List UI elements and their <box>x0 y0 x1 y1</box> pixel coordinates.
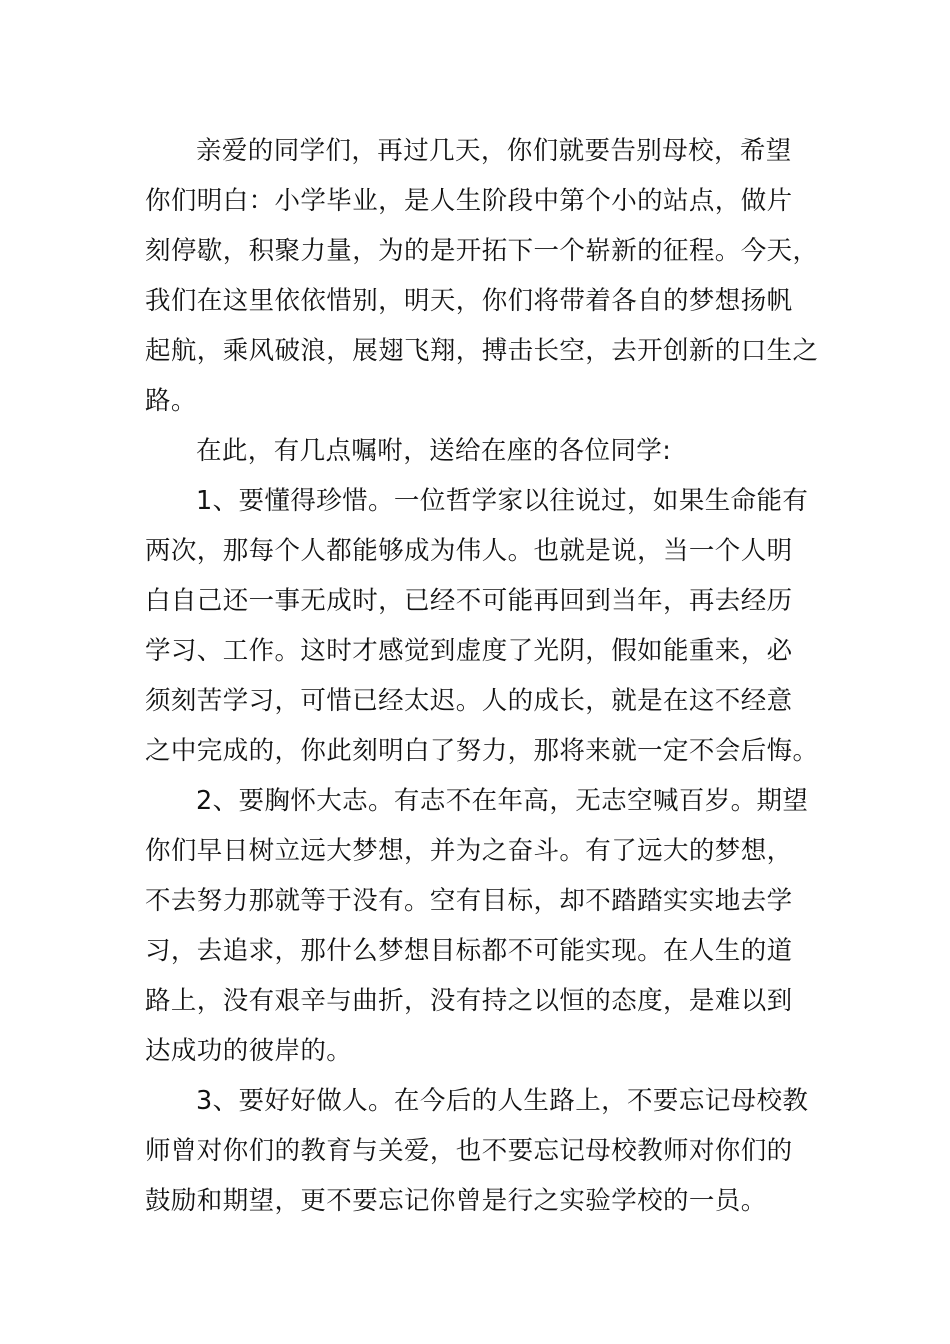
text-line: 两次，那每个人都能够成为伟人。也就是说，当一个人明 <box>145 536 793 566</box>
text-line: 达成功的彼岸的。 <box>145 1036 353 1066</box>
paragraph-advice-intro <box>145 426 807 476</box>
text-line: 路。 <box>145 386 197 416</box>
text-line: 我们在这里依依惜别，明天，你们将带着各自的梦想扬帆 <box>145 286 793 316</box>
text-line: 须刻苦学习，可惜已经太迟。人的成长，就是在这不经意 <box>145 686 793 716</box>
paragraph-point-2 <box>145 776 807 1076</box>
text-line: 3、要好好做人。在今后的人生路上，不要忘记母校教 <box>196 1086 809 1116</box>
text-line: 1、要懂得珍惜。一位哲学家以往说过，如果生命能有 <box>196 486 809 516</box>
text-line: 路上，没有艰辛与曲折，没有持之以恒的态度，是难以到 <box>145 986 793 1016</box>
text-line: 不去努力那就等于没有。空有目标，却不踏踏实实地去学 <box>145 886 793 916</box>
text-line: 鼓励和期望，更不要忘记你曾是行之实验学校的一员。 <box>145 1186 767 1216</box>
paragraph-point-3 <box>145 1076 807 1226</box>
text-line: 2、要胸怀大志。有志不在年高，无志空喊百岁。期望 <box>196 786 809 816</box>
text-line: 白自己还一事无成时，已经不可能再回到当年，再去经历 <box>145 586 793 616</box>
text-line: 师曾对你们的教育与关爱，也不要忘记母校教师对你们的 <box>145 1136 793 1166</box>
text-line: 你们明白：小学毕业，是人生阶段中第个小的站点，做片 <box>145 186 793 216</box>
text-line: 起航，乘风破浪，展翅飞翔，搏击长空，去开创新的口生之 <box>145 336 819 366</box>
text-line: 习，去追求，那什么梦想目标都不可能实现。在人生的道 <box>145 936 793 966</box>
text-line: 亲爱的同学们，再过几天，你们就要告别母校，希望 <box>196 136 792 166</box>
text-line: 刻停歇，积聚力量，为的是开拓下一个崭新的征程。今天， <box>145 236 819 266</box>
text-line: 在此，有几点嘱咐，送给在座的各位同学: <box>196 436 672 466</box>
document-body <box>145 126 819 1226</box>
text-line: 之中完成的，你此刻明白了努力，那将来就一定不会后悔。 <box>145 736 819 766</box>
paragraph-intro <box>145 126 819 426</box>
text-line: 学习、工作。这时才感觉到虚度了光阴，假如能重来，必 <box>145 636 793 666</box>
text-line: 你们早日树立远大梦想，并为之奋斗。有了远大的梦想， <box>145 836 793 866</box>
paragraph-point-1 <box>145 476 819 776</box>
